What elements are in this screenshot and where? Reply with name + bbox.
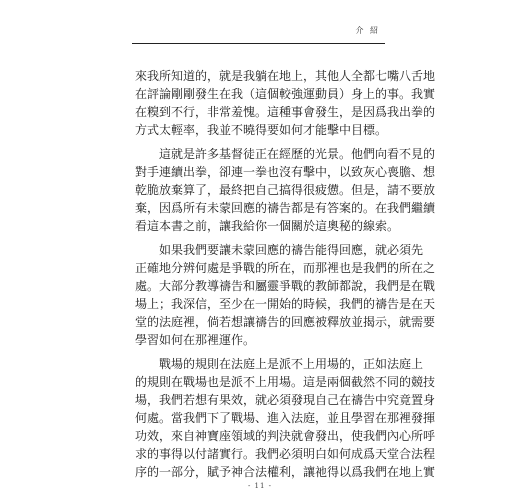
paragraph <box>135 67 436 139</box>
text-line: 處。大部分教導禱告和屬靈爭戰的教師都說，我們是在戰 <box>135 279 436 293</box>
body-text <box>135 67 436 481</box>
text-line: 戰場的規則在法庭上是派不上用場的，正如法庭上 <box>135 357 424 371</box>
running-header: 介 紹 <box>355 26 380 35</box>
text-line: 學習如何在那裡運作。 <box>135 333 256 347</box>
text-line: 場，我們若想有果效，就必須發現自己在禱告中究竟置身 <box>135 393 436 407</box>
text-line: 來我所知道的，就是我躺在地上，其他人全都七嘴八舌地 <box>135 69 436 83</box>
text-line: 方式太輕率，我並不曉得要如何才能擊中目標。 <box>135 123 388 137</box>
text-line: 何處。當我們下了戰場、進入法庭，並且學習在那裡發揮 <box>135 411 436 425</box>
text-line: 正確地分辨何處是爭戰的所在，而那裡也是我們的所在之 <box>135 261 436 275</box>
text-line: 求的事得以付諸實行。我們必須明白如何成爲天堂合法程 <box>135 447 436 461</box>
text-line: 在評論剛剛發生在我（這個較強運動員）身上的事。我實 <box>135 87 436 101</box>
text-line: 看這本書之前，讓我給你一個關於這奧秘的線索。 <box>135 219 400 233</box>
paragraph <box>135 355 436 481</box>
text-line: 棄，因爲所有未蒙回應的禱告都是有答案的。在我們繼續 <box>135 201 436 215</box>
text-line: 堂的法庭裡，倘若想讓禱告的回應被釋放並揭示，就需要 <box>135 315 436 329</box>
text-line: 乾脆放棄算了，最終把自己搞得很疲憊。但是，請不要放 <box>135 183 436 197</box>
text-line: 的規則在戰場也是派不上用場。這是兩個截然不同的競技 <box>135 375 436 389</box>
paragraph <box>135 145 436 235</box>
paragraph <box>135 241 436 349</box>
text-line: 對手連續出拳，卻連一拳也沒有擊中，以致灰心喪膽、想 <box>135 165 436 179</box>
text-line: 如果我們要讓未蒙回應的禱告能得回應，就必須先 <box>135 243 424 257</box>
page-number: - 11 - <box>247 482 273 490</box>
text-line: 場上；我深信，至少在一開始的時候，我們的禱告是在天 <box>135 297 436 311</box>
text-line: 功效，來自神寶座領域的判決就會發出，使我們內心所呼 <box>135 429 436 443</box>
text-line: 在糗到不行，非常羞愧。這種事會發生，是因爲我出拳的 <box>135 105 436 119</box>
text-line: 這就是許多基督徒正在經歷的光景。他們向看不見的 <box>135 147 436 161</box>
text-line: 序的一部分，賦予神合法權利，讓祂得以爲我們在地上實 <box>135 465 436 479</box>
header-rule <box>132 43 385 44</box>
